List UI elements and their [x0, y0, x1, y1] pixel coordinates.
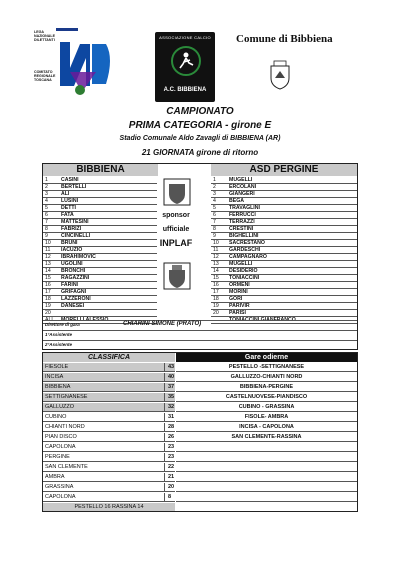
- player-number: 9: [213, 233, 216, 239]
- player-name: PARIVIR: [229, 303, 250, 309]
- standings-footer: PESTELLO 16 RASSINA 14: [43, 503, 175, 511]
- home-player-row: [43, 261, 157, 268]
- player-number: 10: [45, 240, 51, 246]
- player-name: GRIFAGNI: [61, 289, 87, 295]
- home-team-header: BIBBIENA: [43, 164, 158, 176]
- player-name: TONIACCINI: [229, 275, 260, 281]
- away-player-row: [211, 205, 357, 212]
- standings-team: SAN CLEMENTE: [45, 464, 88, 470]
- home-player-row: [43, 247, 157, 254]
- player-name: ERCOLANI: [229, 184, 257, 190]
- player-name: ALI: [61, 191, 70, 197]
- game-row: SAN CLEMENTE-RASSINA: [176, 433, 357, 442]
- away-player-row: [211, 310, 357, 317]
- player-name: BERTELLI: [61, 184, 87, 190]
- lnd-logo-subtext: COMITATO REGIONALE TOSCANA: [34, 70, 56, 83]
- standings-team: PERGINE: [45, 454, 70, 460]
- standings-team: GALLUZZO: [45, 404, 75, 410]
- game-row-empty: [176, 463, 357, 472]
- player-number: 17: [45, 289, 51, 295]
- standings-points: 8: [164, 493, 175, 502]
- player-number: 3: [213, 191, 216, 197]
- standings-points: 23: [164, 453, 175, 462]
- player-name: LAZZERONI: [61, 296, 91, 302]
- standings-team: FIESOLE: [45, 364, 69, 370]
- player-name: GORI: [229, 296, 243, 302]
- home-player-row: [43, 275, 157, 282]
- game-row: PESTELLO -SETTIGNANESE: [176, 363, 357, 372]
- game-row-empty: [176, 483, 357, 492]
- standings-row: [43, 363, 175, 372]
- player-name: GARDESCHI: [229, 247, 261, 253]
- away-player-row: [211, 247, 357, 254]
- player-number: 10: [213, 240, 219, 246]
- player-name: CRESTINI: [229, 226, 254, 232]
- away-player-row: [211, 240, 357, 247]
- player-name: MORELLI ALESSIO: [61, 317, 109, 323]
- player-number: 11: [45, 247, 51, 253]
- player-number: 12: [213, 254, 219, 260]
- player-number: 13: [213, 261, 219, 267]
- game-row: FISOLE- AMBRA: [176, 413, 357, 422]
- club-logo-top-text: ASSOCIAZIONE CALCIO: [159, 35, 211, 40]
- player-number: 15: [45, 275, 51, 281]
- standings-team: CUBINO: [45, 414, 67, 420]
- standings-points: 20: [164, 483, 175, 492]
- player-number: 18: [45, 296, 51, 302]
- standings-points: 31: [164, 413, 175, 422]
- away-player-row: [211, 177, 357, 184]
- home-player-row: [43, 303, 157, 310]
- away-player-row: [211, 219, 357, 226]
- player-number: 4: [213, 198, 216, 204]
- player-name: FERRUCCI: [229, 212, 256, 218]
- lnd-logo: [34, 28, 116, 98]
- home-player-row: [43, 282, 157, 289]
- standings-row: [43, 413, 175, 422]
- game-row-empty: [176, 453, 357, 462]
- home-player-row: [43, 191, 157, 198]
- game-row: CUBINO - GRASSINA: [176, 403, 357, 412]
- player-number: 20: [213, 310, 219, 316]
- player-name: SACRESTANO: [229, 240, 265, 246]
- town-crest-icon: [268, 60, 292, 90]
- home-player-row: [43, 240, 157, 247]
- standings-row: [43, 443, 175, 452]
- standings-row: [43, 453, 175, 462]
- player-number: 20: [45, 310, 51, 316]
- player-number: 11: [213, 247, 219, 253]
- standings-team: BIBBIENA: [45, 384, 71, 390]
- player-number: 1: [45, 177, 48, 183]
- standings-points: 40: [164, 373, 175, 382]
- club-logo: [155, 32, 215, 102]
- away-player-row: [211, 226, 357, 233]
- home-player-row: [43, 219, 157, 226]
- player-name: CASINI: [61, 177, 79, 183]
- standings-points: 22: [164, 463, 175, 472]
- player-name: DETTI: [61, 205, 76, 211]
- standings-points: 43: [164, 363, 175, 372]
- player-number: 2: [45, 184, 48, 190]
- bibbiena-crest-icon: [163, 178, 191, 206]
- standings-team: PIAN DISCO: [45, 434, 77, 440]
- home-player-row: [43, 310, 157, 317]
- away-player-row: [211, 289, 357, 296]
- away-player-row: [211, 303, 357, 310]
- player-name: BEGA: [229, 198, 244, 204]
- away-player-row: [211, 296, 357, 303]
- standings-row: [43, 483, 175, 492]
- player-number: 13: [45, 261, 51, 267]
- away-player-row: [211, 212, 357, 219]
- player-name: DANESEI: [61, 303, 85, 309]
- away-player-row: [211, 191, 357, 198]
- player-name: TONIACCINI GIANFRANCO: [229, 317, 296, 323]
- director-label: Direttore di gara: [45, 322, 80, 327]
- player-number: 15: [213, 275, 219, 281]
- player-number: 19: [45, 303, 51, 309]
- player-number: ALL: [45, 317, 55, 323]
- player-number: 12: [45, 254, 51, 260]
- player-name: UGOLINI: [61, 261, 83, 267]
- sponsor-label: sponsor: [162, 212, 190, 219]
- player-name: TRAVAGLINI: [229, 205, 260, 211]
- away-player-row: [211, 261, 357, 268]
- standings-points: 28: [164, 423, 175, 432]
- player-number: 7: [213, 219, 216, 225]
- player-number: 14: [45, 268, 51, 274]
- player-name: TERRAZZI: [229, 219, 255, 225]
- player-name: FATA: [61, 212, 74, 218]
- standings-team: CHIANTI NORD: [45, 424, 85, 430]
- player-name: LUSINI: [61, 198, 79, 204]
- away-player-row: [211, 275, 357, 282]
- player-number: 4: [45, 198, 48, 204]
- player-name: PARISI: [229, 310, 246, 316]
- away-player-row: [211, 198, 357, 205]
- player-name: CINCINELLI: [61, 233, 91, 239]
- player-number: 18: [213, 296, 219, 302]
- game-row: CASTELNUOVESE-PIANDISCO: [176, 393, 357, 402]
- player-name: RAGAZZINI: [61, 275, 90, 281]
- title-campionato: CAMPIONATO: [166, 106, 234, 117]
- standings-row: [43, 473, 175, 482]
- player-name: IBRAHIMOVIC: [61, 254, 96, 260]
- standings-row: [43, 393, 175, 402]
- player-name: MUGELLI: [229, 261, 253, 267]
- game-row: GALLUZZO-CHIANTI NORD: [176, 373, 357, 382]
- game-row: INCISA - CAPOLONA: [176, 423, 357, 432]
- player-name: IACUZIO: [61, 247, 83, 253]
- standings-points: 35: [164, 393, 175, 402]
- away-player-row: [211, 233, 357, 240]
- title-stadium: Stadio Comunale Aldo Zavagli di BIBBIENA (AR): [119, 135, 281, 142]
- assistant1-label: 1°Assistente: [45, 332, 73, 337]
- player-number: 14: [213, 268, 219, 274]
- home-player-row: [43, 205, 157, 212]
- standings-row: [43, 423, 175, 432]
- player-number: 1: [213, 177, 216, 183]
- home-player-row: [43, 226, 157, 233]
- player-name: BRONCHI: [61, 268, 86, 274]
- player-name: CAMPAGNARO: [229, 254, 267, 260]
- home-player-row: [43, 212, 157, 219]
- away-player-row: [211, 254, 357, 261]
- player-number: 2: [213, 184, 216, 190]
- standings-team: CAPOLONA: [45, 444, 76, 450]
- player-name: FARINI: [61, 282, 79, 288]
- player-name: FABRIZI: [61, 226, 82, 232]
- home-player-row: [43, 233, 157, 240]
- game-row-empty: [176, 473, 357, 482]
- standings-row: [43, 373, 175, 382]
- game-row-empty: [176, 443, 357, 452]
- comune-title: Comune di Bibbiena: [236, 33, 333, 45]
- away-player-row: [211, 268, 357, 275]
- player-number: 6: [213, 212, 216, 218]
- player-name: GIANGERI: [229, 191, 255, 197]
- standings-points: 32: [164, 403, 175, 412]
- game-row: BIBBIENA-PERGINE: [176, 383, 357, 392]
- player-name: BRUNI: [61, 240, 78, 246]
- standings-row: [43, 493, 175, 502]
- standings-points: 21: [164, 473, 175, 482]
- player-number: 7: [45, 219, 48, 225]
- player-name: ORMENI: [229, 282, 250, 288]
- title-category: PRIMA CATEGORIA - girone E: [128, 120, 272, 131]
- standings-points: 37: [164, 383, 175, 392]
- sponsor-name: INPLAF: [159, 238, 193, 248]
- away-team-header: ASD PERGINE: [211, 164, 357, 176]
- standings-row: [43, 403, 175, 412]
- standings-points: 26: [164, 433, 175, 442]
- home-player-row: [43, 184, 157, 191]
- player-number: 6: [45, 212, 48, 218]
- player-name: DESIDERIO: [229, 268, 258, 274]
- sponsor-official: ufficiale: [162, 226, 190, 233]
- away-player-row: [211, 282, 357, 289]
- player-number: 16: [45, 282, 51, 288]
- player-number: 17: [213, 289, 219, 295]
- standings-team: SETTIGNANESE: [45, 394, 88, 400]
- standings-points: 23: [164, 443, 175, 452]
- player-number: 16: [213, 282, 219, 288]
- player-name: MORINI: [229, 289, 248, 295]
- player-name: MATTESINI: [61, 219, 89, 225]
- player-number: 9: [45, 233, 48, 239]
- home-player-row: [43, 268, 157, 275]
- away-player-row: [211, 184, 357, 191]
- home-player-row: [43, 296, 157, 303]
- standings-team: AMBRA: [45, 474, 65, 480]
- director-value: CHIARINI SIMONE (PRATO): [123, 321, 202, 327]
- player-number: 5: [213, 205, 216, 211]
- player-number: 5: [45, 205, 48, 211]
- home-player-row: [43, 289, 157, 296]
- standings-row: [43, 463, 175, 472]
- standings-row: [43, 383, 175, 392]
- game-row-empty: [176, 493, 357, 502]
- player-number: 3: [45, 191, 48, 197]
- player-number: 19: [213, 303, 219, 309]
- player-number: 8: [45, 226, 48, 232]
- home-player-row: [43, 177, 157, 184]
- club-logo-name: A.C. BIBBIENA: [163, 87, 207, 93]
- assistant2-label: 2°Assistente: [45, 342, 73, 347]
- player-name: MUGELLI: [229, 177, 253, 183]
- lnd-logo-text: LEGA NAZIONALE DILETTANTI: [34, 30, 55, 43]
- standings-row: [43, 433, 175, 442]
- standings-title: CLASSIFICA: [43, 353, 175, 362]
- home-player-row: [43, 198, 157, 205]
- title-round: 21 GIORNATA girone di ritorno: [141, 148, 259, 157]
- home-player-row: [43, 254, 157, 261]
- player-number: 8: [213, 226, 216, 232]
- standings-team: GRASSINA: [45, 484, 74, 490]
- standings-team: CAPOLONA: [45, 494, 76, 500]
- standings-team: INCISA: [45, 374, 64, 380]
- player-name: BIGHELLINI: [229, 233, 259, 239]
- pergine-crest-icon: [163, 262, 191, 290]
- games-title: Gare odierne: [176, 353, 357, 362]
